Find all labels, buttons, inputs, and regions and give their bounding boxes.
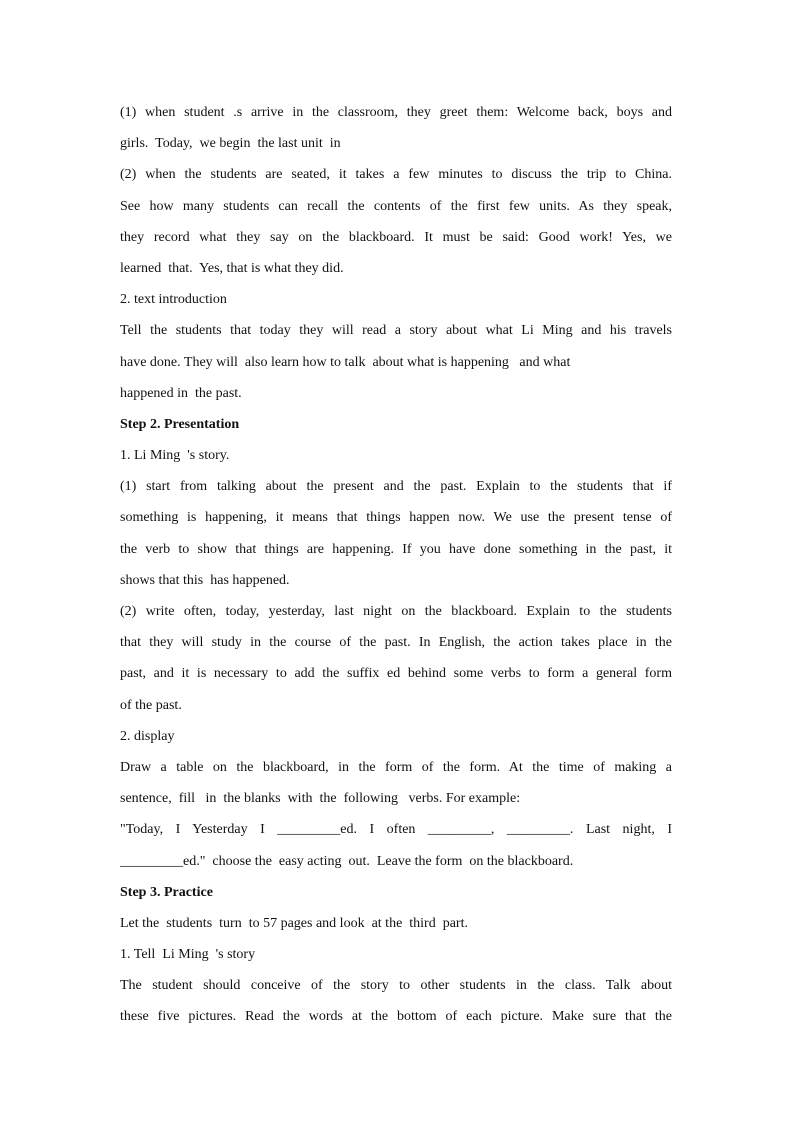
text-line: Tell the students that today they will read a story about what Li Ming and his travels	[120, 323, 672, 339]
text-line: (2) write often, today, yesterday, last night on the blackboard. Explain to the students	[120, 604, 672, 619]
text-line: happened in the past.	[120, 385, 242, 401]
text-line: (1) when student .s arrive in the classroom, they greet them: Welcome back, boys and	[120, 105, 672, 120]
text-line: sentence, fill in the blanks with the following verbs. For example:	[120, 791, 521, 807]
text-line: 1. Tell Li Ming 's story	[120, 947, 256, 963]
text-line: shows that this has happened.	[120, 572, 290, 588]
text-line: girls. Today, we begin the last unit in	[120, 136, 341, 152]
text-line: (2) when the students are seated, it takes a few minutes to discuss the trip to China.	[120, 167, 672, 183]
text-line: 2. display	[120, 728, 175, 744]
text-line: (1) start from talking about the present and the past. Explain to the students that if	[120, 479, 672, 495]
text-line: they record what they say on the blackboard. It must be said: Good work! Yes, we	[120, 229, 672, 245]
text-line: something is happening, it means that things happen now. We use the present tense of	[120, 510, 672, 526]
document-body	[120, 97, 672, 1033]
text-line: of the past.	[120, 697, 182, 713]
text-line: 2. text introduction	[120, 292, 227, 308]
text-line: have done. They will also learn how to talk about what is happening and what	[120, 354, 571, 370]
text-line: the verb to show that things are happening. If you have done something in the past, it	[120, 541, 672, 557]
text-line: learned that. Yes, that is what they did.	[120, 260, 344, 276]
text-line: "Today, I Yesterday I _________ed. I often _________, _________. Last night, I	[120, 822, 672, 838]
text-line: The student should conceive of the story to other students in the class. Talk about	[120, 978, 672, 994]
text-line: Draw a table on the blackboard, in the form of the form. At the time of making a	[120, 759, 672, 775]
text-line: these five pictures. Read the words at the bottom of each picture. Make sure that the	[120, 1009, 672, 1025]
section-heading: Step 3. Practice	[120, 884, 213, 900]
text-line: 1. Li Ming 's story.	[120, 448, 230, 464]
text-line: that they will study in the course of the past. In English, the action takes place in the	[120, 635, 672, 651]
text-line: past, and it is necessary to add the suffix ed behind some verbs to form a general form	[120, 666, 672, 682]
section-heading: Step 2. Presentation	[120, 416, 240, 432]
text-line: See how many students can recall the contents of the first few units. As they speak,	[120, 198, 672, 214]
text-line: Let the students turn to 57 pages and look at the third part.	[120, 915, 468, 931]
text-line: _________ed." choose the easy acting out. Leave the form on the blackboard.	[120, 853, 574, 869]
